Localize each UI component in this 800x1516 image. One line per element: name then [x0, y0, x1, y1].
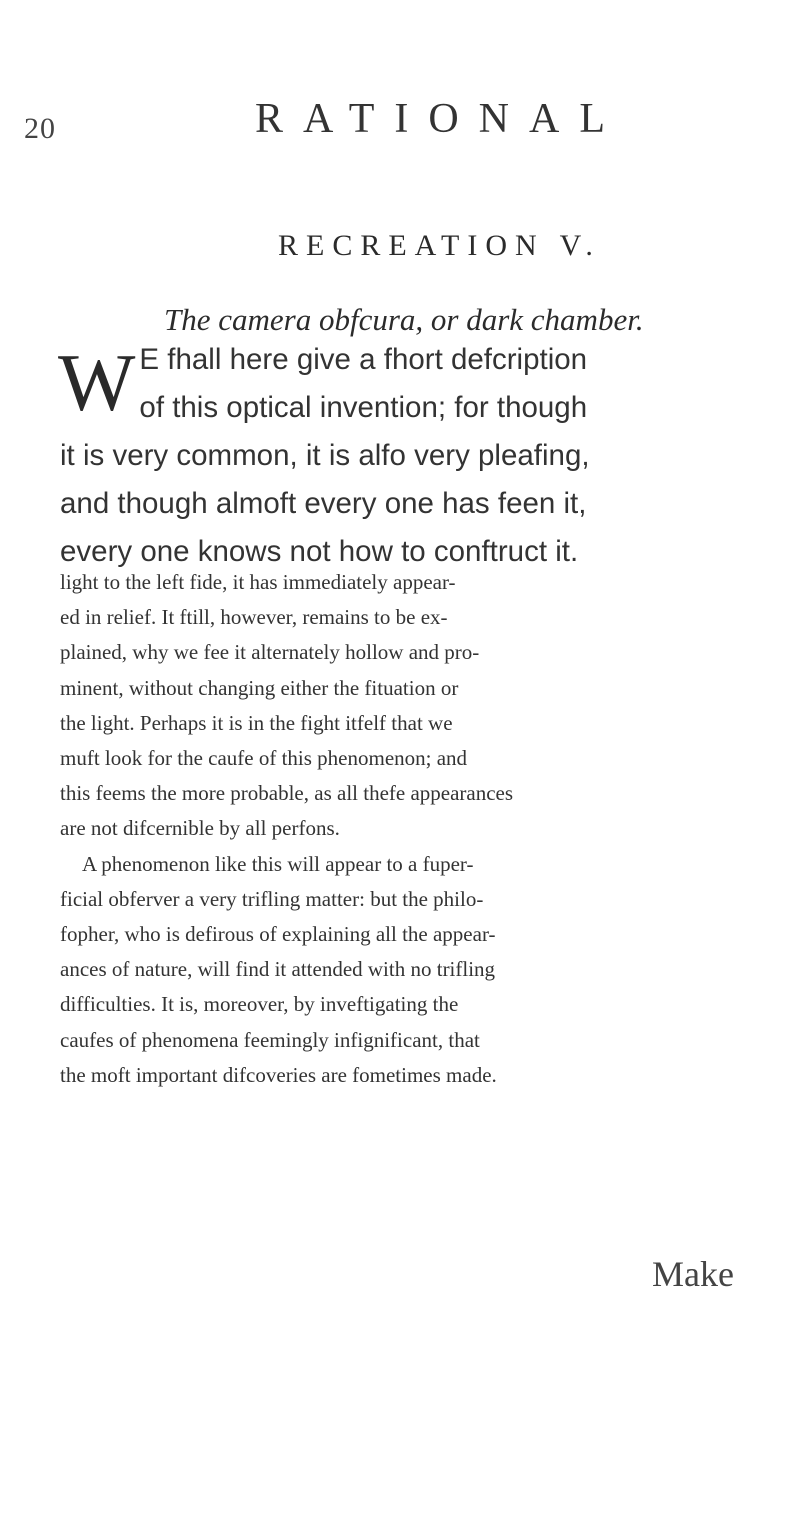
body-line: ed in relief. It ftill, however, remains to be ex-	[60, 605, 448, 630]
body-line: caufes of phenomena feemingly infignificant, that	[60, 1027, 480, 1052]
intro-line: every one knows not how to conftruct it.	[60, 535, 579, 568]
body-line: the light. Perhaps it is in the fight itfelf that we	[60, 710, 453, 735]
intro-line: and though almoft every one has feen it,	[60, 487, 587, 520]
running-head: RATIONAL	[255, 96, 625, 142]
section-subtitle: The camera obfcura, or dark chamber.	[164, 302, 644, 337]
page-number: 20	[24, 112, 56, 145]
body-line: this feems the more probable, as all thefe appearances	[60, 781, 514, 806]
body-line: light to the left fide, it has immediately appear-	[60, 570, 456, 594]
paragraph-2	[60, 847, 746, 1093]
body-line: are not difcernible by all perfons.	[60, 816, 340, 841]
intro-line: of this optical invention; for though	[139, 391, 588, 424]
body-line: minent, without changing either the fituation or	[60, 675, 459, 700]
body-line: difficulties. It is, moreover, by inveftigating the	[60, 992, 459, 1017]
catchword: Make	[652, 1254, 734, 1294]
body-line: fopher, who is defirous of explaining all the appear-	[60, 922, 496, 947]
body-line: ances of nature, will find it attended with no trifling	[60, 957, 496, 982]
section-heading: RECREATION V.	[278, 229, 601, 262]
body-line: the moft important difcoveries are fometimes made.	[60, 1062, 497, 1087]
body-line: ficial obferver a very trifling matter: but the philo-	[60, 886, 484, 911]
drop-cap: W	[58, 337, 136, 428]
intro-paragraph	[60, 336, 740, 576]
body-line: plained, why we fee it alternately hollow and pro-	[60, 640, 480, 665]
body-line: A phenomenon like this will appear to a fuper-	[82, 851, 474, 876]
body-text	[60, 565, 746, 1093]
paragraph-1	[60, 565, 746, 847]
body-line: muft look for the caufe of this phenomenon; and	[60, 746, 468, 771]
intro-line: it is very common, it is alfo very pleafing,	[60, 439, 590, 472]
intro-line: E fhall here give a fhort defcription	[139, 343, 588, 376]
